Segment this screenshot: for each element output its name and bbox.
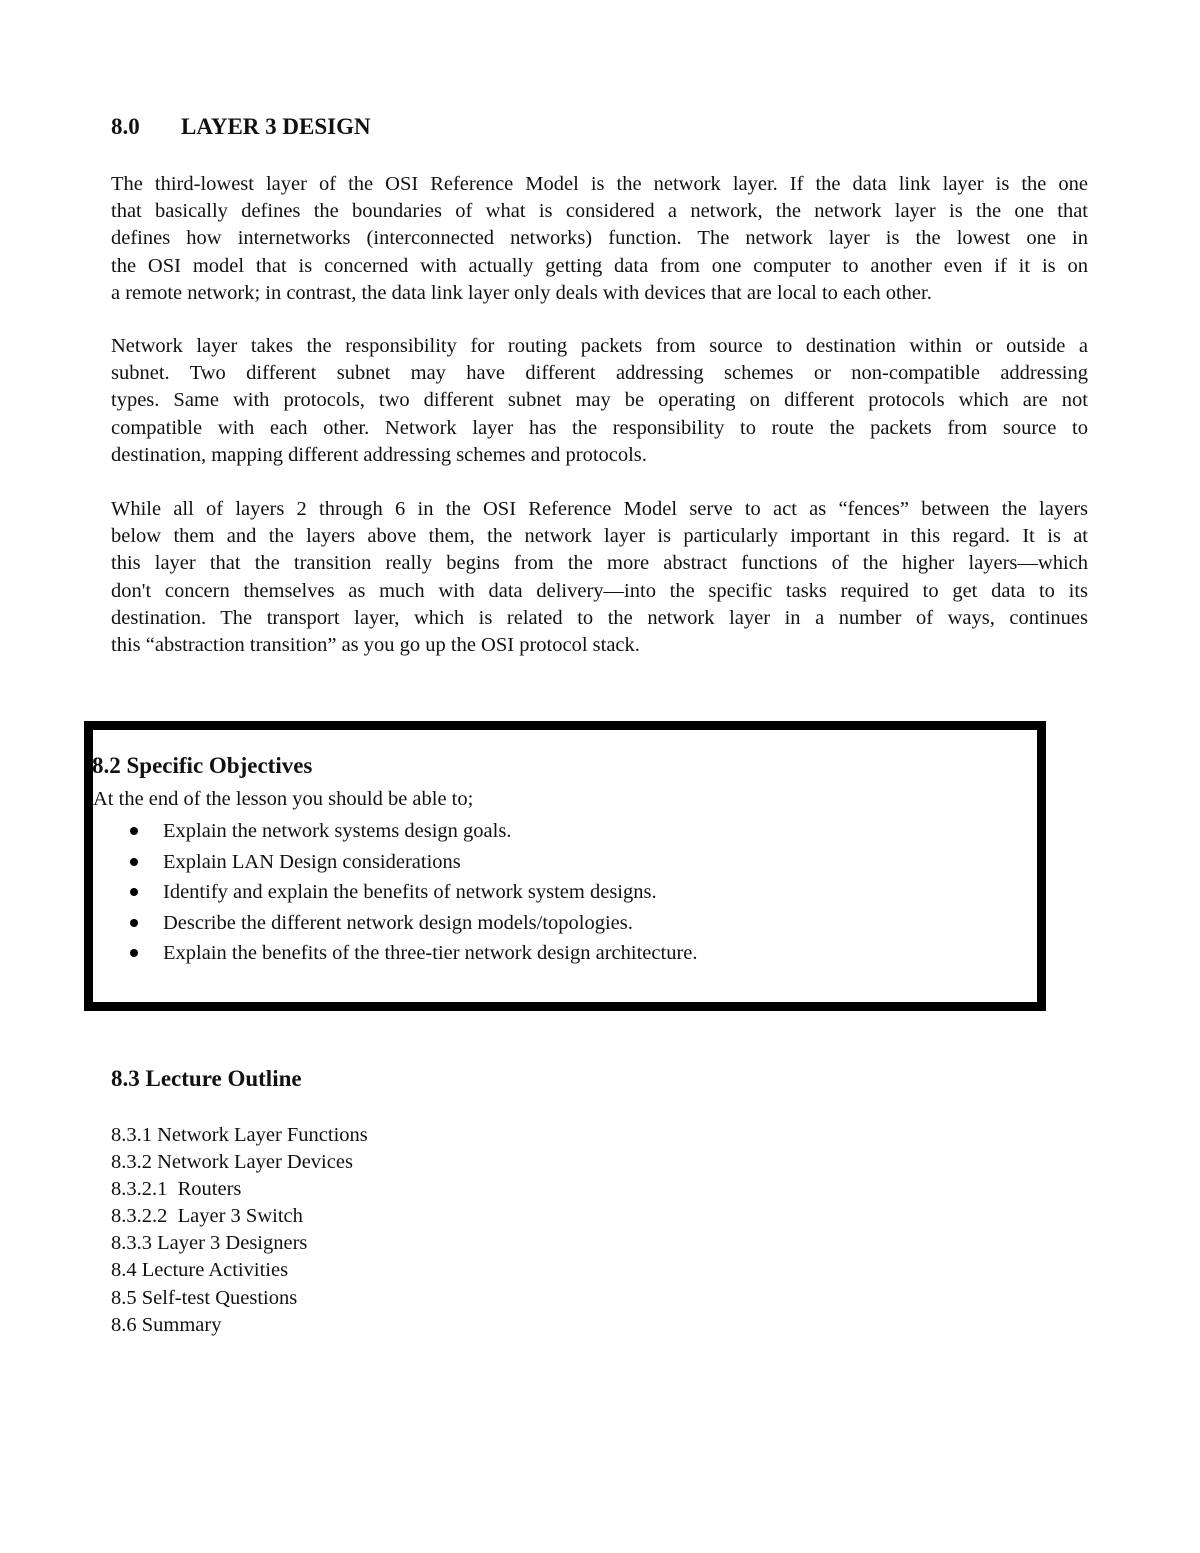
paragraph-line: this “abstraction transition” as you go up the OSI protocol stack. [111,634,640,657]
paragraph-line: destination. The transport layer, which is related to the network layer in a number of ways, continues [111,606,1088,629]
paragraph-line: compatible with each other. Network layer has the responsibility to route the packets from source to [111,416,1088,439]
paragraph-line: The third-lowest layer of the OSI Reference Model is the network layer. If the data link layer is the one [111,173,1088,195]
objective-text: Identify and explain the benefits of network system designs. [163,881,657,904]
paragraph-line: below them and the layers above them, the network layer is particularly important in this regard. It is at [111,525,1088,548]
paragraph-line: this layer that the transition really begins from the more abstract functions of the higher layers—which [111,552,1088,575]
objective-text: Explain the network systems design goals. [163,820,512,842]
outline-item: 8.3.2.2 Layer 3 Switch [111,1205,303,1228]
paragraph-line: defines how internetworks (interconnected networks) function. The network layer is the lowest one in [111,227,1088,250]
bullet-icon [130,949,138,957]
objectives-list [126,818,698,971]
paragraph-line: that basically defines the boundaries of what is considered a network, the network layer is the one that [111,200,1088,223]
paragraph-1 [111,171,1088,307]
bullet-icon [130,858,138,866]
section-heading [111,114,371,140]
objective-item [126,940,698,971]
outline-item: 8.6 Summary [111,1313,222,1336]
paragraph-line: don't concern themselves as much with data delivery—into the specific tasks required to get data to its [111,579,1088,602]
objective-item [126,879,698,910]
outline-item: 8.3.2.1 Routers [111,1178,242,1201]
paragraph-line: the OSI model that is concerned with actually getting data from one computer to another even if it is on [111,254,1088,277]
outline-item: 8.5 Self-test Questions [111,1286,298,1309]
paragraph-2 [111,333,1088,469]
objectives-intro: At the end of the lesson you should be able to; [93,788,474,810]
bullet-icon [130,919,138,927]
outline-item: 8.3.1 Network Layer Functions [111,1124,368,1146]
section-title: LAYER 3 DESIGN [181,114,371,139]
objectives-title: 8.2 Specific Objectives [92,753,313,778]
bullet-icon [130,827,138,835]
objective-item [126,849,698,880]
objective-text: Explain LAN Design considerations [163,850,461,873]
paragraph-line: While all of layers 2 through 6 in the OSI Reference Model serve to act as “fences” between the layers [111,498,1088,520]
objective-text: Explain the benefits of the three-tier network design architecture. [163,942,698,965]
paragraph-line: destination, mapping different addressing schemes and protocols. [111,443,647,466]
paragraph-line: subnet. Two different subnet may have different addressing schemes or non-compatible addressing [111,362,1088,385]
paragraph-line: types. Same with protocols, two different subnet may be operating on different protocols which are not [111,389,1088,412]
paragraph-3 [111,496,1088,659]
outline-list [111,1122,368,1339]
outline-item: 8.3.3 Layer 3 Designers [111,1232,308,1255]
objective-item [126,818,698,849]
section-number: 8.0 [111,114,140,139]
paragraph-line: Network layer takes the responsibility for routing packets from source to destination within or outside a [111,335,1088,357]
bullet-icon [130,888,138,896]
outline-item: 8.4 Lecture Activities [111,1259,289,1282]
paragraph-line: a remote network; in contrast, the data link layer only deals with devices that are local to each other. [111,281,932,304]
objective-text: Describe the different network design models/topologies. [163,911,633,934]
objective-item [126,910,698,941]
outline-title: 8.3 Lecture Outline [111,1066,302,1091]
outline-item: 8.3.2 Network Layer Devices [111,1151,353,1174]
